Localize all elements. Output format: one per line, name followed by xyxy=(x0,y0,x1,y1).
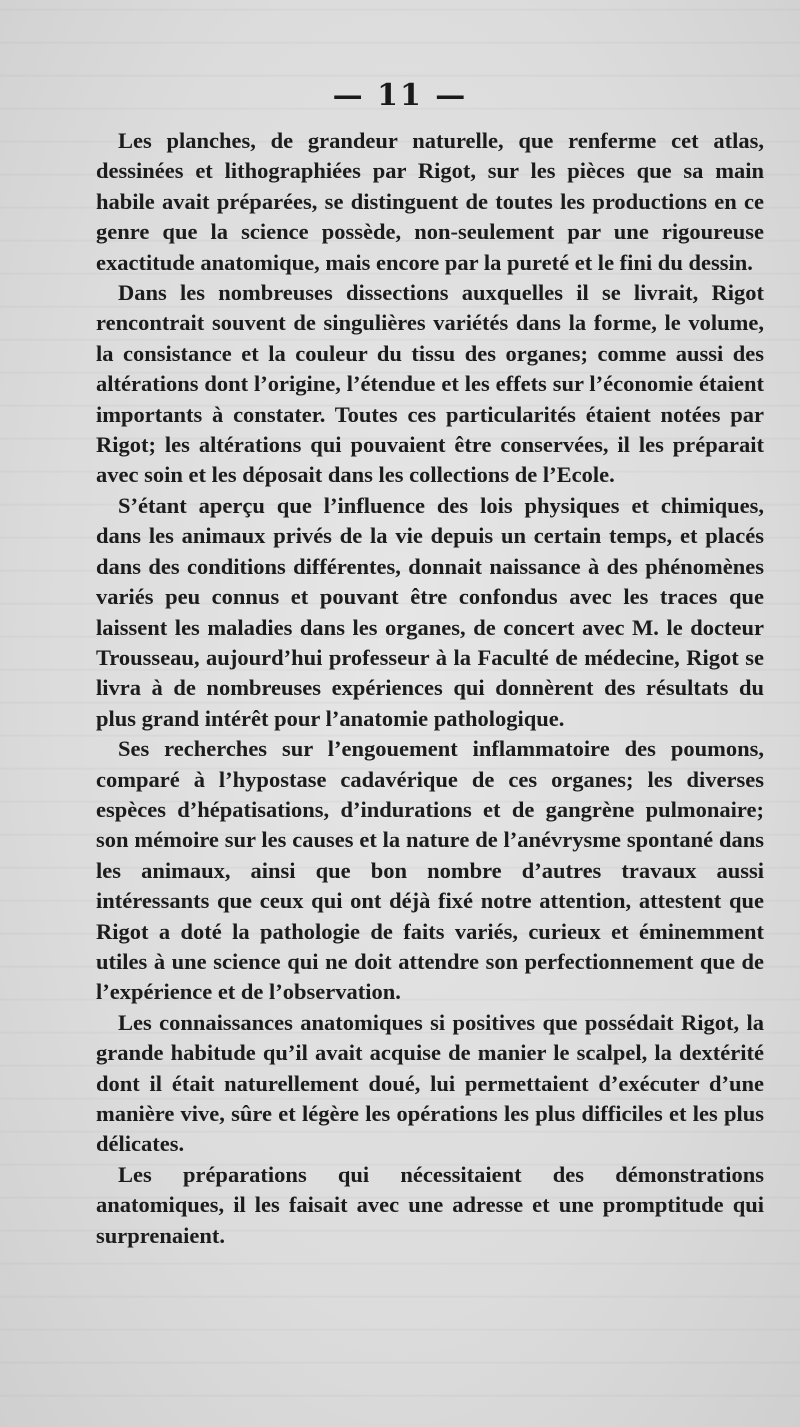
body-text xyxy=(96,126,764,1251)
paragraph-1: Les planches, de grandeur naturelle, que renferme cet atlas, dessinées et lithographiées par Rigot, sur les pièces que sa main habile avait préparées, se distinguent de toutes les productions en ce genre que la science possède, non-seulement par une rigoureuse exactitude anatomique, mais encore par la pureté et le fini du dessin. xyxy=(96,128,764,275)
paragraph-6: Les préparations qui nécessitaient des démonstrations anatomiques, il les faisait avec une adresse et une promptitude qui surprenaient. xyxy=(96,1161,764,1248)
paragraph-5: Les connaissances anatomiques si positives que possédait Rigot, la grande habitude qu’il avait acquise de manier le scalpel, la dextérité dont il était naturellement doué, lui permettaient d’exécuter d’une manière vive, sûre et légère les opérations les plus difficiles et les plus délicates. xyxy=(96,1009,764,1157)
page-number-header: — 11 — xyxy=(332,78,468,113)
paragraph-4: Ses recherches sur l’engouement inflammatoire des poumons, comparé à l’hypostase cadavérique de ces organes; les diverses espèces d’hépatisations, d’indurations et de gangrène pulmonaire; son mémoire sur les causes et la nature de l’anévrysme spontané dans les animaux, ainsi que bon nombre d’autres travaux aussi intéressants que ceux qui ont déjà fixé notre attention, attestent que Rigot a doté la pathologie de faits variés, curieux et éminemment utiles à une science qui ne doit attendre son perfectionnement que de l’expérience et de l’observation. xyxy=(96,736,764,1005)
paragraph-2: Dans les nombreuses dissections auxquelles il se livrait, Rigot rencontrait souvent de singulières variétés dans la forme, le volume, la consistance et la couleur du tissu des organes; comme aussi des altérations dont l’origine, l’étendue et les effets sur l’économie étaient importants à constater. Toutes ces particularités étaient notées par Rigot; les altérations qui pouvaient être conservées, il les préparait avec soin et les déposait dans les collections de l’Ecole. xyxy=(96,280,764,488)
paragraph-3: S’étant aperçu que l’influence des lois physiques et chimiques, dans les animaux privés de la vie depuis un certain temps, et placés dans des conditions différentes, donnait naissance à des phénomènes variés peu connus et pouvant être confondus avec les traces que laissent les maladies dans les organes, de concert avec M. le docteur Trousseau, aujourd’hui professeur à la Faculté de médecine, Rigot se livra à de nombreuses expériences qui donnèrent des résultats du plus grand intérêt pour l’anatomie pathologique. xyxy=(96,492,764,731)
